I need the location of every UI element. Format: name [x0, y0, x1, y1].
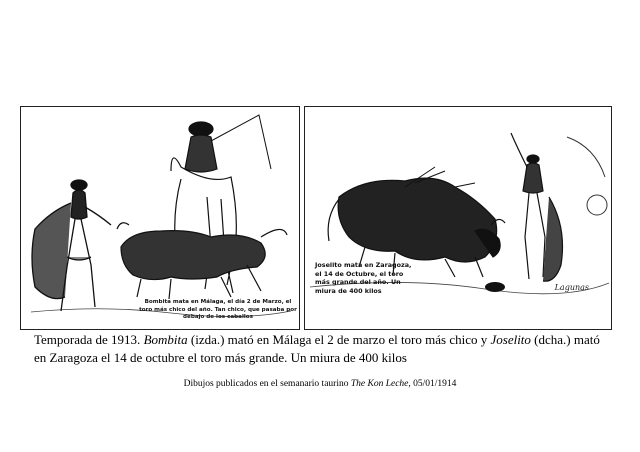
- right-illustration-panel: [304, 106, 612, 330]
- left-panel-caption: Bombita mata en Málaga, el día 2 de Marzo, el toro más chico del año. Tan chico, que pasaba por debajo de los caballos: [139, 299, 297, 321]
- caption-name-bombita: Bombita: [143, 332, 188, 347]
- wheel-decoration: [567, 137, 607, 215]
- matador-figure-right: [511, 133, 563, 281]
- caption-text-1: Temporada de 1913.: [34, 332, 144, 347]
- caption-text-2: (izda.) mató en Málaga el 2 de marzo el toro más chico y: [187, 332, 491, 347]
- matador-figure-left: [32, 180, 111, 311]
- right-drawing: [305, 107, 611, 329]
- hat-on-ground: [485, 282, 505, 292]
- right-panel-caption: Joselito mata en Zaragoza, el 14 de Octubre, el toro más grande del año. Un miura de 400 kilos: [315, 261, 412, 295]
- credit-prefix: Dibujos publicados en el semanario taurino: [183, 379, 351, 389]
- caption-text-3: (dcha.) mató en Zaragoza el 14 de octubre el toro más grande. Un miura de 400 kilos: [34, 332, 600, 365]
- main-caption: [34, 331, 614, 367]
- caption-name-joselito: Joselito: [490, 332, 531, 347]
- artist-signature: Lagunas: [554, 283, 589, 292]
- left-illustration-panel: [20, 106, 300, 330]
- credit-publication-title: The Kon Leche: [350, 379, 409, 389]
- publication-credit: [0, 379, 640, 389]
- small-bull: [117, 223, 287, 299]
- credit-suffix: , 05/01/1914: [408, 379, 457, 389]
- left-drawing: [21, 107, 299, 329]
